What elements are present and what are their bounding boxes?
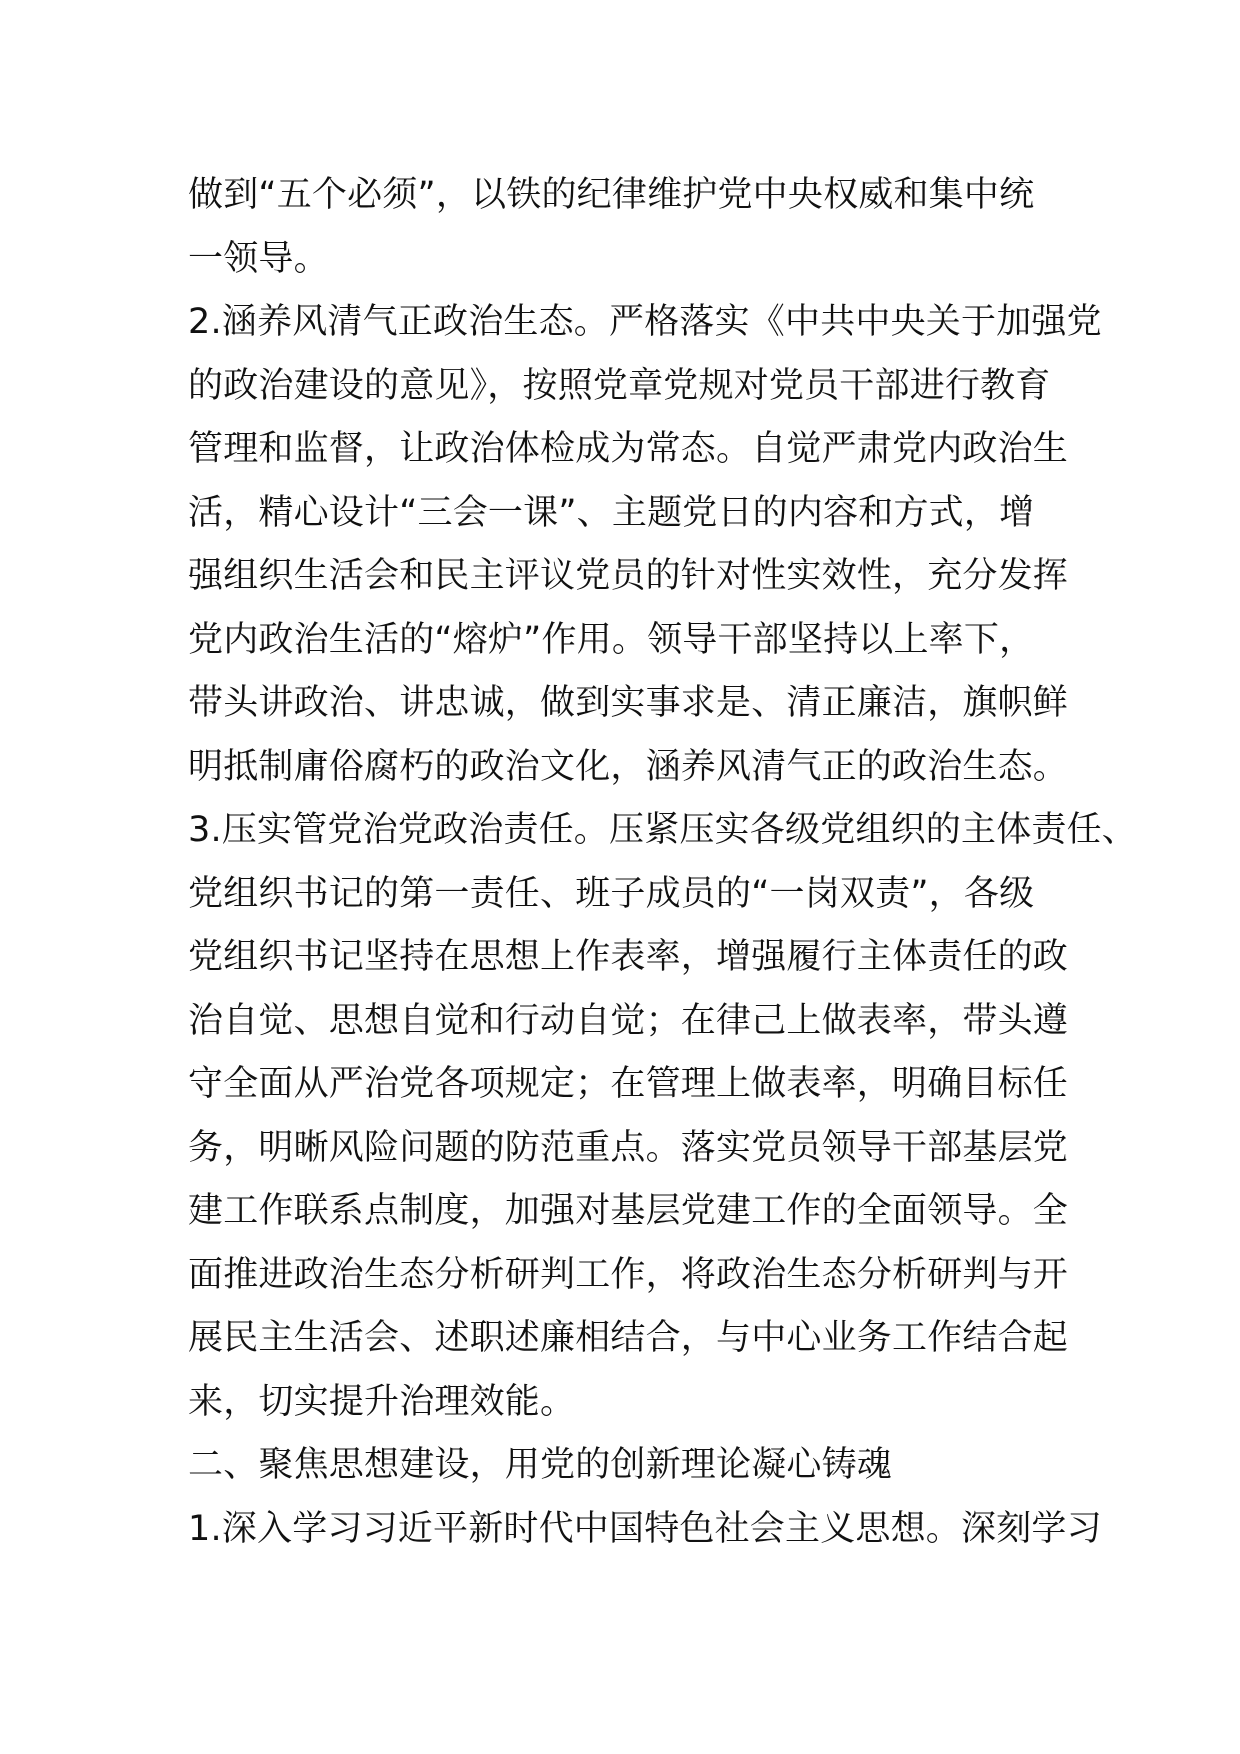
text-line: 明抵制庸俗腐朽的政治文化，涵养风清气正的政治生态。 xyxy=(188,746,1069,787)
text-line: 务，明晰风险问题的防范重点。落实党员领导干部基层党 xyxy=(188,1127,1069,1168)
section-item-2-heading-line: 2.涵养风清气正政治生态。严格落实《中共中央关于加强党 xyxy=(188,302,1102,342)
text-line: 的政治建设的意见》，按照党章党规对党员干部进行教育 xyxy=(188,365,1051,406)
text-line: 党组织书记坚持在思想上作表率，增强履行主体责任的政 xyxy=(188,937,1069,977)
text-line: 管理和监督，让政治体检成为常态。自觉严肃党内政治生 xyxy=(188,429,1069,469)
text-line: 党内政治生活的“熔炉”作用。领导干部坚持以上率下， xyxy=(188,619,1035,660)
document-body xyxy=(188,164,1137,1561)
text-line: 守全面从严治党各项规定；在管理上做表率，明确目标任 xyxy=(188,1064,1069,1104)
text-line: 党组织书记的第一责任、班子成员的“一岗双责”，各级 xyxy=(188,873,1035,914)
text-line: 展民主生活会、述职述廉相结合，与中心业务工作结合起 xyxy=(188,1318,1069,1358)
text-line: 建工作联系点制度，加强对基层党建工作的全面领导。全 xyxy=(188,1191,1069,1231)
text-line: 活，精心设计“三会一课”、主题党日的内容和方式，增 xyxy=(188,492,1035,533)
text-line: 面推进政治生态分析研判工作，将政治生态分析研判与开 xyxy=(188,1254,1069,1295)
text-line: 一领导。 xyxy=(188,238,329,279)
subsection-item-1-heading-line: 1.深入学习习近平新时代中国特色社会主义思想。深刻学习 xyxy=(188,1508,1102,1549)
text-line: 做到“五个必须”，以铁的纪律维护党中央权威和集中统 xyxy=(188,175,1035,215)
text-line: 来，切实提升治理效能。 xyxy=(188,1381,576,1422)
text-line: 带头讲政治、讲忠诚，做到实事求是、清正廉洁，旗帜鲜 xyxy=(188,683,1069,723)
text-line: 治自觉、思想自觉和行动自觉；在律己上做表率，带头遵 xyxy=(188,1000,1069,1041)
section-heading-2: 二、聚焦思想建设，用党的创新理论凝心铸魂 xyxy=(188,1445,893,1485)
text-line: 强组织生活会和民主评议党员的针对性实效性，充分发挥 xyxy=(188,556,1069,596)
section-item-3-heading-line: 3.压实管党治党政治责任。压紧压实各级党组织的主体责任、 xyxy=(188,810,1137,850)
